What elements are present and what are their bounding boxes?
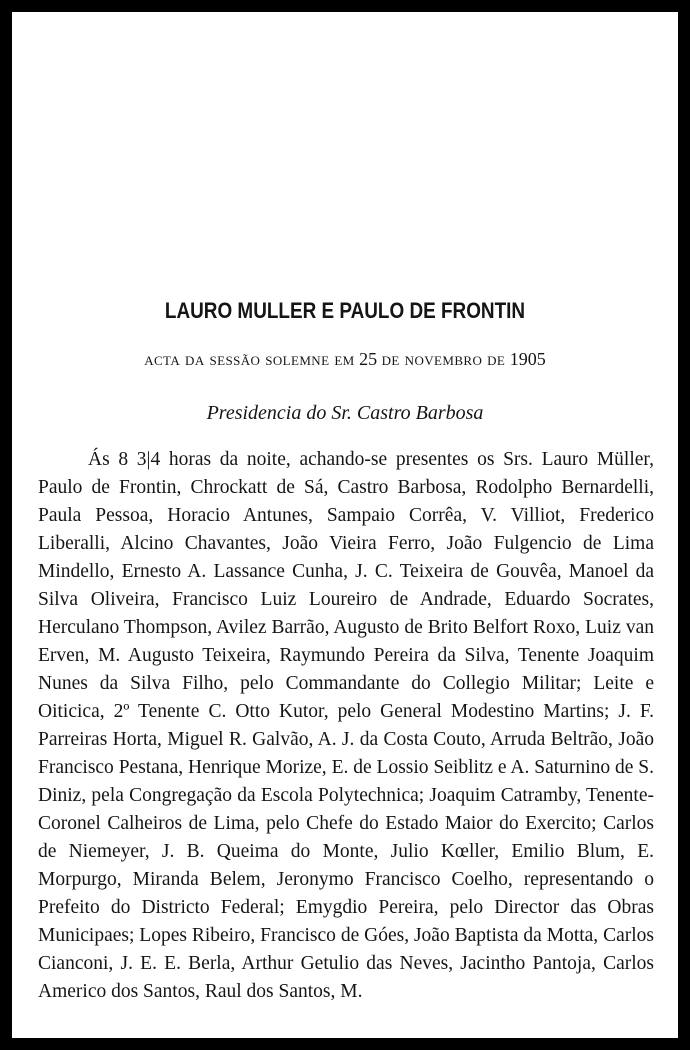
session-subtitle xyxy=(12,349,678,370)
subtitle-year: 1905 xyxy=(509,349,546,369)
subtitle-month: de novembro de xyxy=(381,349,506,369)
document-title: LAURO MULLER E PAULO DE FRONTIN xyxy=(164,298,526,323)
subtitle-day: 25 xyxy=(359,349,378,369)
document-page xyxy=(12,12,678,1038)
minutes-paragraph: Ás 8 3|4 horas da noite, achando-se presentes os Srs. Lauro Müller, Paulo de Frontin, Chrockatt de Sá, Castro Barbosa, Rodolpho Bernardelli, Paula Pessoa, Horacio Antunes, Sampaio Corrêa, V. Villiot, Frederico Liberalli, Alcino Chavantes, João Vieira Ferro, João Fulgencio de Lima Mindello, Ernesto A. Lassance Cunha, J. C. Teixeira de Gouvêa, Manoel da Silva Oliveira, Francisco Luiz Loureiro de Andrade, Eduardo Socrates, Herculano Thompson, Avilez Barrão, Augusto de Brito Belfort Roxo, Luiz van Erven, M. Augusto Teixeira, Raymundo Pereira da Silva, Tenente Joaquim Nunes da Silva Filho, pelo Commandante do Collegio Militar; Leite e Oiticica, 2º Tenente C. Otto Kutor, pelo General Modestino Martins; J. F. Parreiras Horta, Miguel R. Galvão, A. J. da Costa Couto, Arruda Beltrão, João Francisco Pestana, Henrique Morize, E. de Lossio Seiblitz e A. Saturnino de S. Diniz, pela Congregação da Escola Polytechnica; Joaquim Catramby, Tenente-Coronel Calheiros de Lima, pelo Chefe do Estado Maior do Exercito; Carlos de Niemeyer, J. B. Queima do Monte, Julio Kœller, Emilio Blum, E. Morpurgo, Miranda Belem, Jeronymo Francisco Coelho, representando o Prefeito do Districto Federal; Emygdio Pereira, pelo Director das Obras Municipaes; Lopes Ribeiro, Francisco de Góes, João Baptista da Motta, Carlos Cianconi, J. E. E. Berla, Arthur Getulio das Neves, Jacintho Pantoja, Carlos Americo dos Santos, Raul dos Santos, M. xyxy=(38,449,654,1002)
presidency-line: Presidencia do Sr. Castro Barbosa xyxy=(206,402,484,424)
subtitle-label: acta da sessão solemne em xyxy=(144,349,355,369)
